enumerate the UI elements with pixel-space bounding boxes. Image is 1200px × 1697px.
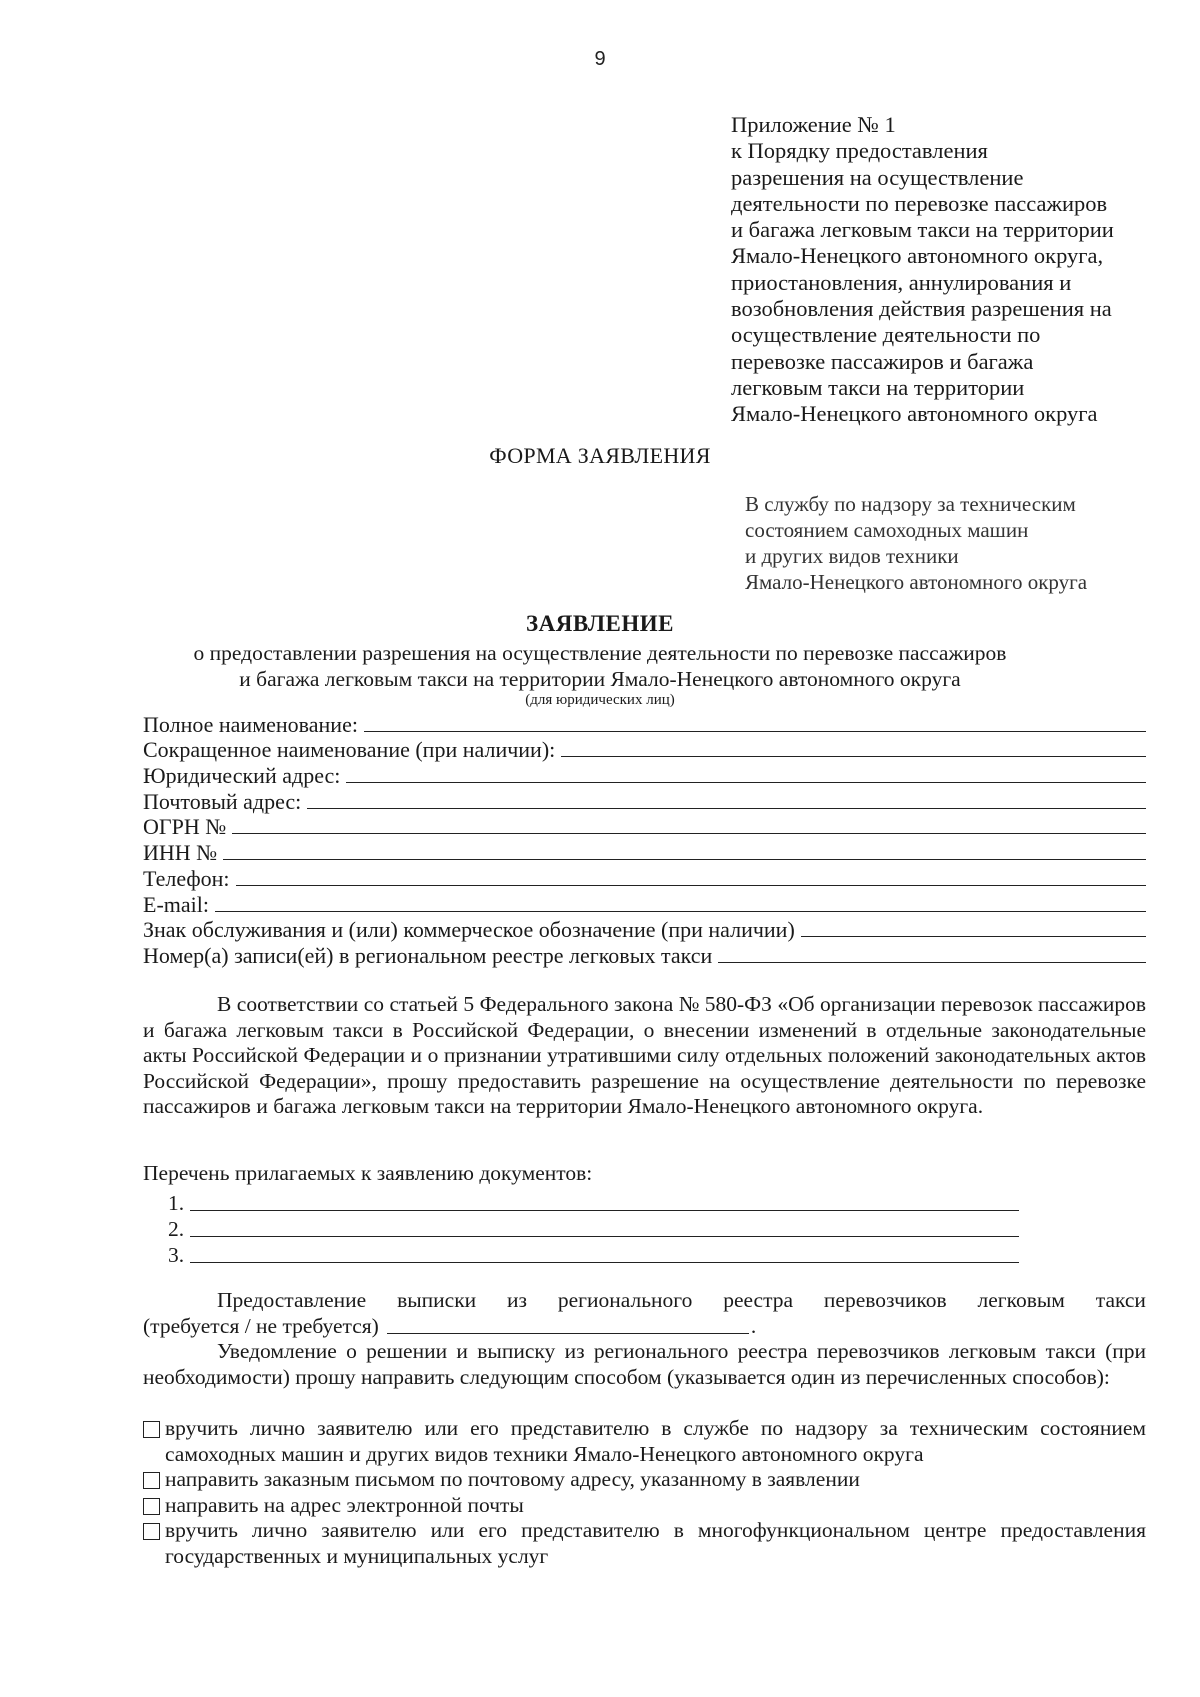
appendix-line: приостановления, аннулирования и — [731, 269, 1072, 295]
field-input-line[interactable] — [561, 756, 1146, 757]
field-ogrn — [143, 814, 1146, 840]
field-email — [143, 891, 1146, 917]
field-label: Номер(а) записи(ей) в региональном реестре легковых такси — [143, 942, 713, 968]
extract-input-line[interactable] — [387, 1333, 749, 1334]
document-number: 3. — [168, 1243, 185, 1267]
addressee-line: состоянием самоходных машин — [745, 518, 1029, 542]
field-input-line[interactable] — [232, 833, 1146, 834]
documents-heading: Перечень прилагаемых к заявлению документов: — [143, 1161, 593, 1185]
option-label: направить на адрес электронной почты — [165, 1492, 524, 1517]
subtitle-line: и багажа легковым такси на территории Ямало-Ненецкого автономного округа — [239, 667, 961, 691]
document-item — [168, 1242, 1019, 1268]
option-label: вручить лично заявителю или его представителю в службе по надзору за техническим состоянием самоходных машин и других видов техники Ямало-Ненецкого автономного округа — [165, 1416, 1146, 1466]
option-label: вручить лично заявителю или его представителю в многофункциональном центре предоставления государственных и муниципальных услуг — [165, 1518, 1146, 1568]
checkbox-icon[interactable] — [143, 1523, 160, 1540]
appendix-line: осуществление деятельности по — [731, 322, 1041, 348]
field-inn — [143, 839, 1146, 865]
checkbox-icon[interactable] — [143, 1472, 160, 1489]
field-label: Юридический адрес: — [143, 763, 341, 789]
extract-word: из — [507, 1288, 528, 1312]
checkbox-icon[interactable] — [143, 1421, 160, 1438]
field-label: E-mail: — [143, 891, 209, 917]
extract-first-line — [143, 1288, 1146, 1314]
appendix-line: перевозке пассажиров и багажа — [731, 348, 1034, 374]
extract-second-line — [143, 1314, 1146, 1340]
documents-list — [168, 1190, 1019, 1268]
extract-request — [143, 1288, 1146, 1339]
field-label: ИНН № — [143, 840, 218, 866]
extract-word: регионального — [557, 1288, 693, 1312]
appendix-line: Ямало-Ненецкого автономного округа, — [731, 243, 1104, 269]
field-input-line[interactable] — [236, 885, 1146, 886]
field-label: Телефон: — [143, 865, 230, 891]
applicant-fields — [143, 711, 1146, 968]
extract-word: реестра — [723, 1288, 794, 1312]
field-short-name — [143, 737, 1146, 763]
document-input-line[interactable] — [190, 1262, 1019, 1263]
appendix-line: Приложение № 1 — [731, 112, 896, 137]
main-paragraph: В соответствии со статьей 5 Федерального закона № 580-ФЗ «Об организации перевозок пассажиров и багажа легковым такси в Российской Федерации, о внесении изменений в отдельные законодательные акты Российской Федерации и о признании утратившими силу отдельных положений законодательных актов Российской Федерации», прошу предоставить разрешение на осуществление деятельности по перевозке пассажиров и багажа легковым такси на территории Ямало-Ненецкого автономного округа. — [143, 992, 1146, 1118]
application-subtitle — [0, 640, 1200, 692]
field-label: Знак обслуживания и (или) коммерческое обозначение (при наличии) — [143, 917, 795, 943]
field-label: Сокращенное наименование (при наличии): — [143, 737, 556, 763]
extract-word: такси — [1095, 1288, 1146, 1312]
field-registry-number — [143, 942, 1146, 968]
document-number: 2. — [168, 1217, 185, 1241]
option-email — [143, 1493, 1146, 1519]
appendix-line: разрешения на осуществление — [731, 164, 1024, 190]
extract-word: легковым — [977, 1288, 1065, 1312]
extract-period: . — [750, 1313, 757, 1338]
field-input-line[interactable] — [215, 911, 1146, 912]
extract-word: выписки — [397, 1288, 477, 1312]
document-number: 1. — [168, 1191, 185, 1215]
field-trademark — [143, 917, 1146, 943]
addressee-block — [745, 491, 1175, 595]
appendix-line: Ямало-Ненецкого автономного округа — [731, 401, 1098, 427]
field-full-name — [143, 711, 1146, 737]
field-input-line[interactable] — [346, 782, 1146, 783]
field-input-line[interactable] — [307, 808, 1146, 809]
field-postal-address — [143, 788, 1146, 814]
application-title: ЗАЯВЛЕНИЕ — [526, 611, 674, 636]
subtitle-note: (для юридических лиц) — [525, 692, 675, 708]
extract-word: Предоставление — [217, 1288, 367, 1312]
field-input-line[interactable] — [364, 731, 1146, 732]
document-item — [168, 1216, 1019, 1242]
addressee-line: Ямало-Ненецкого автономного округа — [745, 570, 1088, 594]
notification-paragraph: Уведомление о решении и выписку из регионального реестра перевозчиков легковым такси (при необходимости) прошу направить следующим способом (указывается один из перечисленных способов): — [143, 1339, 1146, 1389]
subtitle-line: о предоставлении разрешения на осуществление деятельности по перевозке пассажиров — [193, 641, 1007, 665]
checkbox-icon[interactable] — [143, 1498, 160, 1515]
document-input-line[interactable] — [190, 1236, 1019, 1237]
addressee-line: и других видов техники — [745, 544, 959, 568]
addressee-line: В службу по надзору за техническим — [745, 492, 1076, 516]
appendix-block — [731, 112, 1171, 428]
field-label: Почтовый адрес: — [143, 788, 302, 814]
document-input-line[interactable] — [190, 1210, 1019, 1211]
extract-word: перевозчиков — [823, 1288, 947, 1312]
extract-option-label: (требуется / не требуется) — [143, 1313, 379, 1338]
appendix-line: к Порядку предоставления — [731, 138, 988, 164]
option-registered-mail — [143, 1467, 1146, 1493]
appendix-line: возобновления действия разрешения на — [731, 296, 1112, 322]
field-label: Полное наименование: — [143, 711, 358, 737]
appendix-line: деятельности по перевозке пассажиров — [731, 190, 1108, 216]
appendix-line: легковым такси на территории — [731, 374, 1025, 400]
field-input-line[interactable] — [718, 962, 1146, 963]
field-label: ОГРН № — [143, 814, 227, 840]
option-in-person-service — [143, 1416, 1146, 1467]
field-legal-address — [143, 762, 1146, 788]
appendix-line: и багажа легковым такси на территории — [731, 217, 1114, 243]
field-phone — [143, 865, 1146, 891]
page-number: 9 — [594, 48, 606, 70]
field-input-line[interactable] — [223, 859, 1146, 860]
option-label: направить заказным письмом по почтовому адресу, указанному в заявлении — [165, 1467, 860, 1491]
field-input-line[interactable] — [801, 936, 1146, 937]
document-item — [168, 1190, 1019, 1216]
delivery-options — [143, 1416, 1146, 1569]
option-mfc — [143, 1518, 1146, 1569]
form-title: ФОРМА ЗАЯВЛЕНИЯ — [489, 443, 711, 468]
